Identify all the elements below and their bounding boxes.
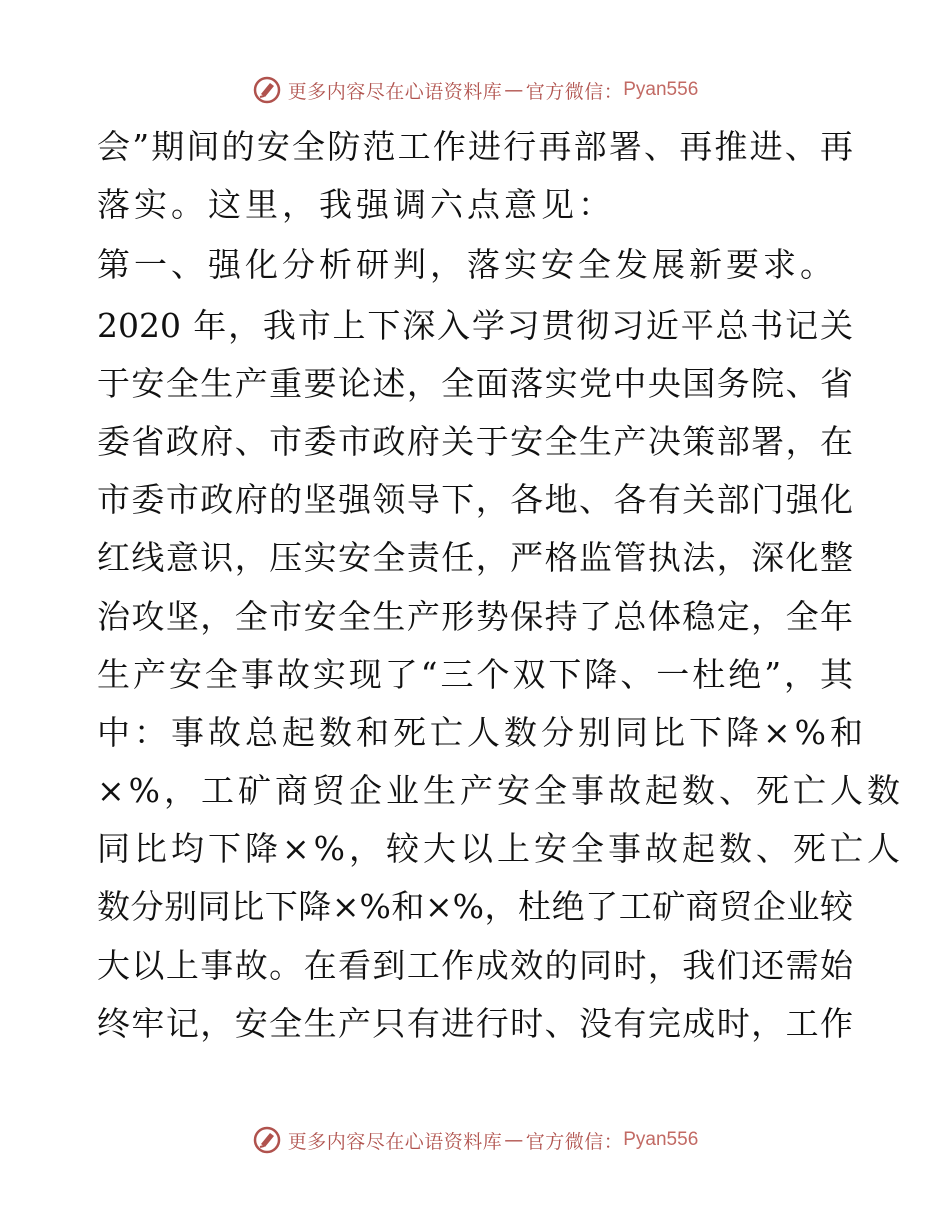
document-body — [97, 118, 905, 1053]
text-line: 治攻坚，全市安全生产形势保持了总体稳定，全年 — [97, 596, 853, 636]
header-watermark — [0, 70, 950, 110]
text-line: 2020 年，我市上下深入学习贯彻习近平总书记关 — [97, 305, 853, 345]
brand-logo-icon — [252, 75, 282, 105]
watermark-brand: 更多内容尽在心语资料库 — [287, 1130, 503, 1153]
text-line: 数分别同比下降×%和×%，杜绝了工矿商贸企业较 — [97, 887, 853, 927]
text-line: 中：事故总起数和死亡人数分别同比下降×%和 — [97, 712, 868, 752]
watermark-wechat-id: Pyan556 — [623, 1129, 699, 1150]
text-line: 红线意识，压实安全责任，严格监管执法，深化整 — [97, 538, 853, 578]
watermark-label: 官方微信： — [525, 80, 624, 103]
watermark-separator: — — [504, 1129, 524, 1151]
text-line: 市委市政府的坚强领导下，各地、各有关部门强化 — [97, 480, 853, 520]
watermark-label: 官方微信： — [525, 1130, 624, 1153]
text-line: 同比均下降×%，较大以上安全事故起数、死亡人 — [97, 829, 905, 869]
text-line: 落实。这里，我强调六点意见： — [97, 185, 615, 225]
text-line: 委省政府、市委市政府关于安全生产决策部署，在 — [97, 421, 853, 461]
watermark-separator: — — [504, 79, 524, 101]
text-line: 于安全生产重要论述，全面落实党中央国务院、省 — [97, 363, 853, 403]
text-line: 会”期间的安全防范工作进行再部署、再推进、再 — [97, 127, 853, 166]
text-line: ×%，工矿商贸企业生产安全事故起数、死亡人数 — [97, 771, 905, 811]
watermark-brand: 更多内容尽在心语资料库 — [287, 80, 503, 103]
section-heading: 第一、强化分析研判，落实安全发展新要求。 — [97, 245, 837, 285]
text-line: 大以上事故。在看到工作成效的同时，我们还需始 — [97, 945, 853, 985]
watermark-wechat-id: Pyan556 — [623, 79, 699, 100]
text-line: 生产安全事故实现了“三个双下降、一杜绝”，其 — [97, 654, 853, 694]
footer-watermark — [0, 1120, 950, 1160]
brand-logo-icon — [252, 1125, 282, 1155]
text-line: 终牢记，安全生产只有进行时、没有完成时，工作 — [97, 1003, 853, 1043]
